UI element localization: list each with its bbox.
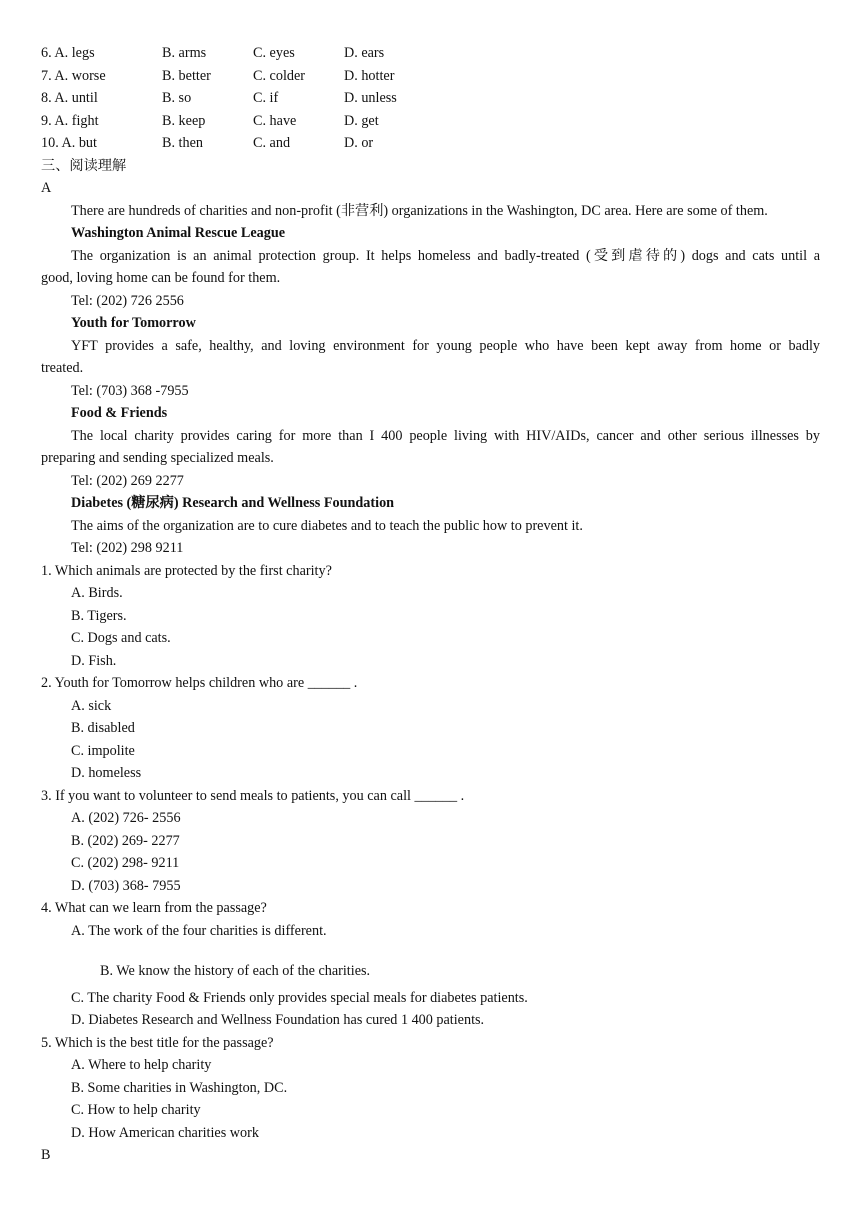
cloze-row xyxy=(41,110,820,133)
option-c: C. and xyxy=(253,135,291,151)
option-c: C. if xyxy=(253,90,279,106)
option-d: D. hotter xyxy=(344,67,395,84)
charity-description-cont: preparing and sending specialized meals. xyxy=(41,450,274,466)
option-d: D. unless xyxy=(344,90,397,106)
charity-description: The organization is an animal protection group. It helps homeless and badly-treated (受到虐待的) dogs and cats until a xyxy=(71,247,820,264)
answer-option: D. homeless xyxy=(71,765,142,781)
charity-description: YFT provides a safe, healthy, and loving environment for young people who have been kept away from home or badly xyxy=(71,337,820,354)
option-a: 8. A. until xyxy=(41,90,98,106)
charity-tel: Tel: (202) 298 9211 xyxy=(71,540,184,556)
passage-a xyxy=(41,200,820,560)
charity-tel: Tel: (202) 269 2277 xyxy=(71,472,184,489)
cloze-row xyxy=(41,42,820,65)
passage-label: A xyxy=(41,180,52,196)
question-stem: 5. Which is the best title for the passage? xyxy=(41,1034,274,1051)
passage-label: B xyxy=(41,1147,51,1163)
answer-option: A. Birds. xyxy=(71,585,123,601)
option-b: B. arms xyxy=(162,45,207,61)
option-d: D. get xyxy=(344,112,379,129)
cloze-row xyxy=(41,87,820,110)
answer-option: B. disabled xyxy=(71,720,135,736)
answer-option: D. (703) 368- 7955 xyxy=(71,877,181,894)
option-c: C. eyes xyxy=(253,45,295,61)
answer-option: A. (202) 726- 2556 xyxy=(71,810,181,826)
question-stem: 2. Youth for Tomorrow helps children who are ______ . xyxy=(41,675,358,691)
option-b: B. so xyxy=(162,90,192,106)
answer-option: D. Diabetes Research and Wellness Foundation has cured 1 400 patients. xyxy=(71,1012,485,1028)
charity-name: Food & Friends xyxy=(71,405,168,421)
charity-description: The aims of the organization are to cure diabetes and to teach the public how to prevent it. xyxy=(71,517,583,534)
answer-option: B. We know the history of each of the charities. xyxy=(100,963,371,979)
option-a: 6. A. legs xyxy=(41,45,95,61)
answer-option: B. (202) 269- 2277 xyxy=(71,832,180,849)
question-stem: 3. If you want to volunteer to send meals to patients, you can call ______ . xyxy=(41,787,465,804)
answer-option: C. Dogs and cats. xyxy=(71,630,171,646)
option-a: 9. A. fight xyxy=(41,112,99,129)
option-d: D. ears xyxy=(344,45,385,61)
document-page xyxy=(41,42,820,1167)
option-b: B. keep xyxy=(162,112,206,129)
answer-option: D. Fish. xyxy=(71,652,117,669)
answer-option: C. The charity Food & Friends only provides special meals for diabetes patients. xyxy=(71,989,528,1006)
charity-tel: Tel: (202) 726 2556 xyxy=(71,292,184,309)
charity-name: Youth for Tomorrow xyxy=(71,315,196,331)
answer-option: C. (202) 298- 9211 xyxy=(71,855,180,871)
cloze-row xyxy=(41,65,820,88)
charity-description: The local charity provides caring for more than I 400 people living with HIV/AIDs, cancer and other serious illnesses by xyxy=(71,427,820,444)
option-b: B. then xyxy=(162,135,203,151)
answer-option: A. sick xyxy=(71,697,112,714)
option-d: D. or xyxy=(344,135,374,151)
answer-option: A. The work of the four charities is different. xyxy=(71,922,327,939)
charity-name: Diabetes (糖尿病) Research and Wellness Foundation xyxy=(71,495,395,511)
answer-option: C. impolite xyxy=(71,742,135,759)
question-stem: 4. What can we learn from the passage? xyxy=(41,900,267,916)
question-stem: 1. Which animals are protected by the first charity? xyxy=(41,562,332,579)
cloze-row xyxy=(41,132,820,155)
answer-option: A. Where to help charity xyxy=(71,1057,212,1073)
answer-option: B. Tigers. xyxy=(71,607,127,624)
option-a: 7. A. worse xyxy=(41,67,106,84)
charity-name: Washington Animal Rescue League xyxy=(71,225,286,241)
option-c: C. colder xyxy=(253,67,306,84)
charity-description-cont: good, loving home can be found for them. xyxy=(41,270,281,286)
option-a: 10. A. but xyxy=(41,135,97,151)
charity-description-cont: treated. xyxy=(41,360,84,376)
passage-intro: There are hundreds of charities and non-profit (非营利) organizations in the Washington, DC area. Here are some of them. xyxy=(71,202,768,219)
answer-option: B. Some charities in Washington, DC. xyxy=(71,1079,288,1096)
option-b: B. better xyxy=(162,67,211,84)
section-title: 三、阅读理解 xyxy=(41,157,127,174)
questions xyxy=(41,560,820,1145)
answer-option: D. How American charities work xyxy=(71,1124,259,1141)
charity-tel: Tel: (703) 368 -7955 xyxy=(71,382,189,399)
cloze-options xyxy=(41,42,820,155)
option-c: C. have xyxy=(253,112,297,129)
answer-option: C. How to help charity xyxy=(71,1102,201,1118)
